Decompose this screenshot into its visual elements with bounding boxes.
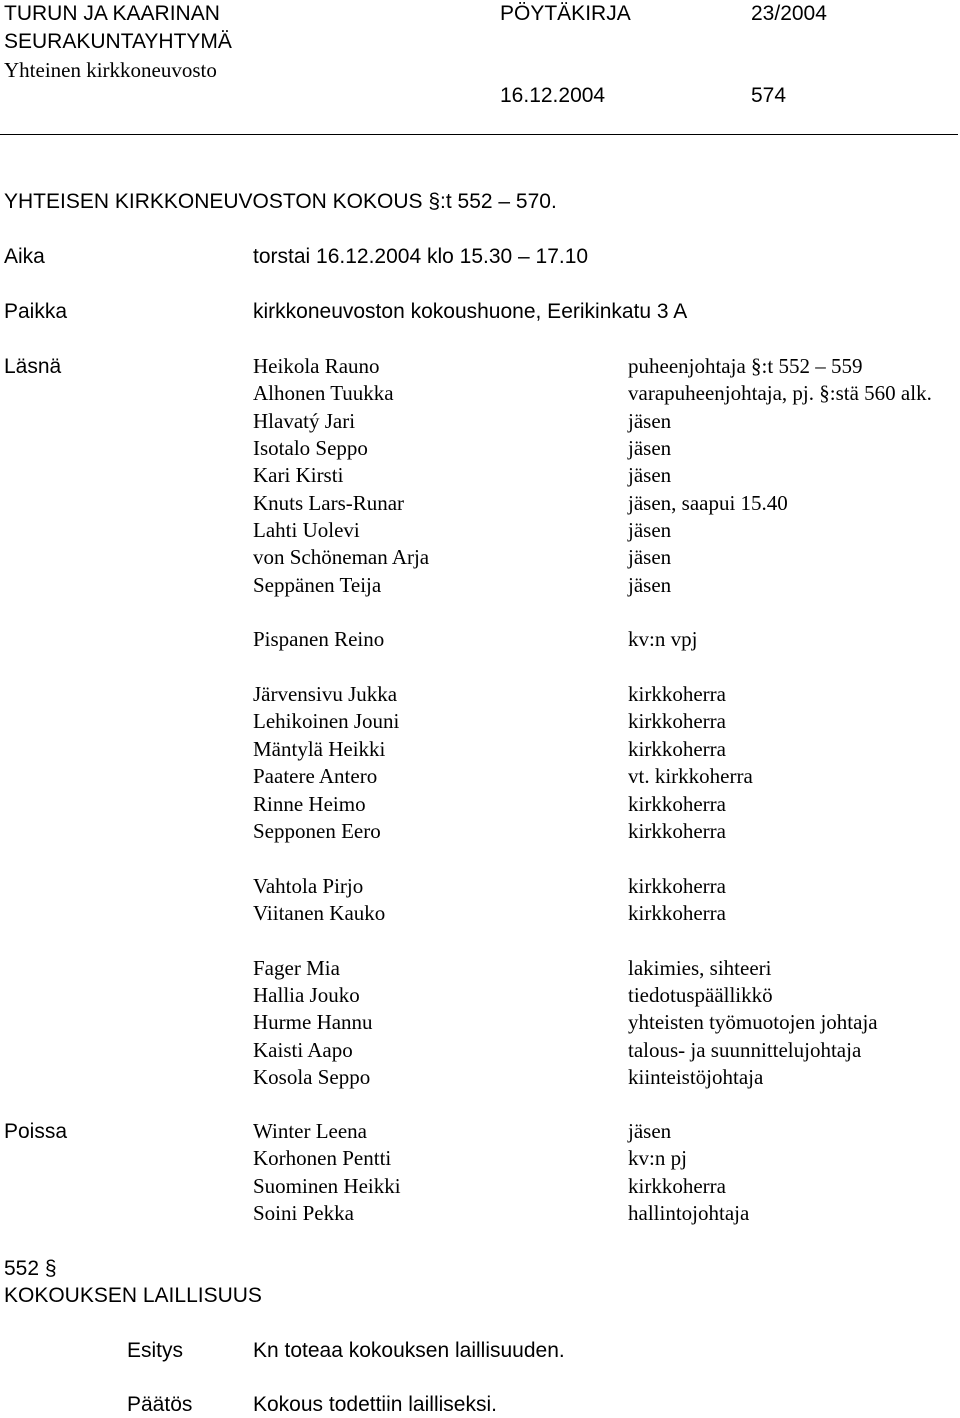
attendee-row xyxy=(253,435,953,462)
attendee-name: Seppänen Teija xyxy=(253,572,382,597)
attendee-role: jäsen xyxy=(628,518,672,543)
attendee-role: kv:n pj xyxy=(628,1146,687,1171)
group-spacer xyxy=(253,927,953,954)
section-title: KOKOUKSEN LAILLISUUS xyxy=(4,1284,262,1307)
attendee-name: Alhonen Tuukka xyxy=(253,381,394,406)
meeting-title: YHTEISEN KIRKKONEUVOSTON KOKOUS §:t 552 – 570. xyxy=(4,190,557,213)
attendee-row xyxy=(253,818,953,845)
attendee-name: Viitanen Kauko xyxy=(253,900,386,925)
attendee-name: Mäntylä Heikki xyxy=(253,736,386,761)
attendee-row xyxy=(253,572,953,599)
attendee-row xyxy=(253,380,953,407)
doc-date: 16.12.2004 xyxy=(500,84,606,107)
attendee-role: kv:n vpj xyxy=(628,627,698,652)
doc-type: PÖYTÄKIRJA xyxy=(500,2,631,25)
group-spacer xyxy=(253,845,953,872)
attendee-role: vt. kirkkoherra xyxy=(628,764,753,789)
attendee-role: kirkkoherra xyxy=(628,682,726,707)
group-spacer xyxy=(253,599,953,626)
attendee-role: lakimies, sihteeri xyxy=(628,955,772,980)
attendee-row xyxy=(253,900,953,927)
attendee-row xyxy=(253,1064,953,1091)
attendee-name: Hallia Jouko xyxy=(253,982,360,1007)
absent-list xyxy=(253,1118,953,1227)
proposal-text: Kn toteaa kokouksen laillisuuden. xyxy=(253,1339,565,1362)
absent-label: Poissa xyxy=(4,1120,68,1143)
attendee-role: kirkkoherra xyxy=(628,736,726,761)
attendee-role: puheenjohtaja §:t 552 – 559 xyxy=(628,354,863,378)
attendee-row xyxy=(253,681,953,708)
attendee-name: Kari Kirsti xyxy=(253,463,344,488)
attendee-name: Järvensivu Jukka xyxy=(253,682,398,707)
attendee-row xyxy=(253,1118,953,1145)
attendee-row xyxy=(253,517,953,544)
attendee-name: Korhonen Pentti xyxy=(253,1146,392,1171)
attendee-row xyxy=(253,1200,953,1227)
attendee-row xyxy=(253,708,953,735)
attendee-name: Hlavatý Jari xyxy=(253,408,356,433)
group-spacer xyxy=(253,654,953,681)
attendee-row xyxy=(253,736,953,763)
attendee-role: kirkkoherra xyxy=(628,818,726,843)
attendee-row xyxy=(253,408,953,435)
attendee-name: Pispanen Reino xyxy=(253,627,385,652)
attendee-row xyxy=(253,353,953,380)
time-label: Aika xyxy=(4,245,45,268)
attendee-role: kirkkoherra xyxy=(628,873,726,898)
decision-label: Päätös xyxy=(127,1393,193,1416)
attendee-name: Fager Mia xyxy=(253,955,340,980)
attendee-name: Rinne Heimo xyxy=(253,791,366,816)
attendee-row xyxy=(253,544,953,571)
attendee-row xyxy=(253,791,953,818)
attendee-name: Kosola Seppo xyxy=(253,1064,371,1089)
attendee-role: jäsen xyxy=(628,545,672,570)
attendee-row xyxy=(253,626,953,653)
attendee-role: varapuheenjohtaja, pj. §:stä 560 alk. xyxy=(628,381,932,406)
proposal-label: Esitys xyxy=(127,1339,184,1362)
org-name-line3: Yhteinen kirkkoneuvosto xyxy=(4,58,217,82)
attendee-row xyxy=(253,955,953,982)
attendee-name: Hurme Hannu xyxy=(253,1010,373,1035)
attendee-role: jäsen xyxy=(628,436,672,461)
time-value: torstai 16.12.2004 klo 15.30 – 17.10 xyxy=(253,245,589,268)
header-divider xyxy=(0,134,958,135)
attendee-name: Lehikoinen Jouni xyxy=(253,709,400,734)
present-list xyxy=(253,353,953,1091)
attendee-row xyxy=(253,1037,953,1064)
org-name-line1: TURUN JA KAARINAN xyxy=(4,2,220,25)
attendee-row xyxy=(253,462,953,489)
attendee-name: Knuts Lars-Runar xyxy=(253,490,405,515)
attendee-role: jäsen xyxy=(628,572,672,597)
attendee-role: kirkkoherra xyxy=(628,709,726,734)
attendee-name: Sepponen Eero xyxy=(253,818,381,843)
attendee-role: talous- ja suunnittelujohtaja xyxy=(628,1037,862,1062)
attendee-role: kiinteistöjohtaja xyxy=(628,1064,764,1089)
attendee-role: kirkkoherra xyxy=(628,1173,726,1198)
attendee-name: Winter Leena xyxy=(253,1119,368,1143)
place-value: kirkkoneuvoston kokoushuone, Eerikinkatu 3 A xyxy=(253,300,688,323)
attendee-row xyxy=(253,1145,953,1172)
attendee-name: Vahtola Pirjo xyxy=(253,873,364,898)
doc-number: 23/2004 xyxy=(751,2,827,25)
attendee-role: tiedotuspäällikkö xyxy=(628,982,773,1007)
attendee-name: Lahti Uolevi xyxy=(253,518,360,543)
attendee-name: Heikola Rauno xyxy=(253,354,380,378)
attendee-name: Suominen Heikki xyxy=(253,1173,401,1198)
page-number: 574 xyxy=(751,84,787,107)
attendee-name: Soini Pekka xyxy=(253,1201,354,1226)
attendee-role: kirkkoherra xyxy=(628,791,726,816)
attendee-role: jäsen xyxy=(628,463,672,488)
section-number: 552 § xyxy=(4,1257,57,1280)
attendee-role: jäsen xyxy=(628,408,672,433)
attendee-row xyxy=(253,1009,953,1036)
attendee-role: yhteisten työmuotojen johtaja xyxy=(628,1010,878,1035)
present-label: Läsnä xyxy=(4,355,62,378)
attendee-name: Kaisti Aapo xyxy=(253,1037,353,1062)
attendee-row xyxy=(253,763,953,790)
attendee-role: jäsen, saapui 15.40 xyxy=(628,490,788,515)
attendee-row xyxy=(253,1173,953,1200)
decision-text: Kokous todettiin lailliseksi. xyxy=(253,1393,497,1416)
attendee-role: jäsen xyxy=(628,1119,672,1143)
org-name-line2: SEURAKUNTAYHTYMÄ xyxy=(4,30,232,53)
attendee-row xyxy=(253,490,953,517)
attendee-role: kirkkoherra xyxy=(628,900,726,925)
attendee-row xyxy=(253,982,953,1009)
attendee-name: von Schöneman Arja xyxy=(253,545,430,570)
attendee-role: hallintojohtaja xyxy=(628,1201,750,1226)
attendee-row xyxy=(253,873,953,900)
attendee-name: Paatere Antero xyxy=(253,764,378,789)
place-label: Paikka xyxy=(4,300,68,323)
attendee-name: Isotalo Seppo xyxy=(253,436,368,461)
